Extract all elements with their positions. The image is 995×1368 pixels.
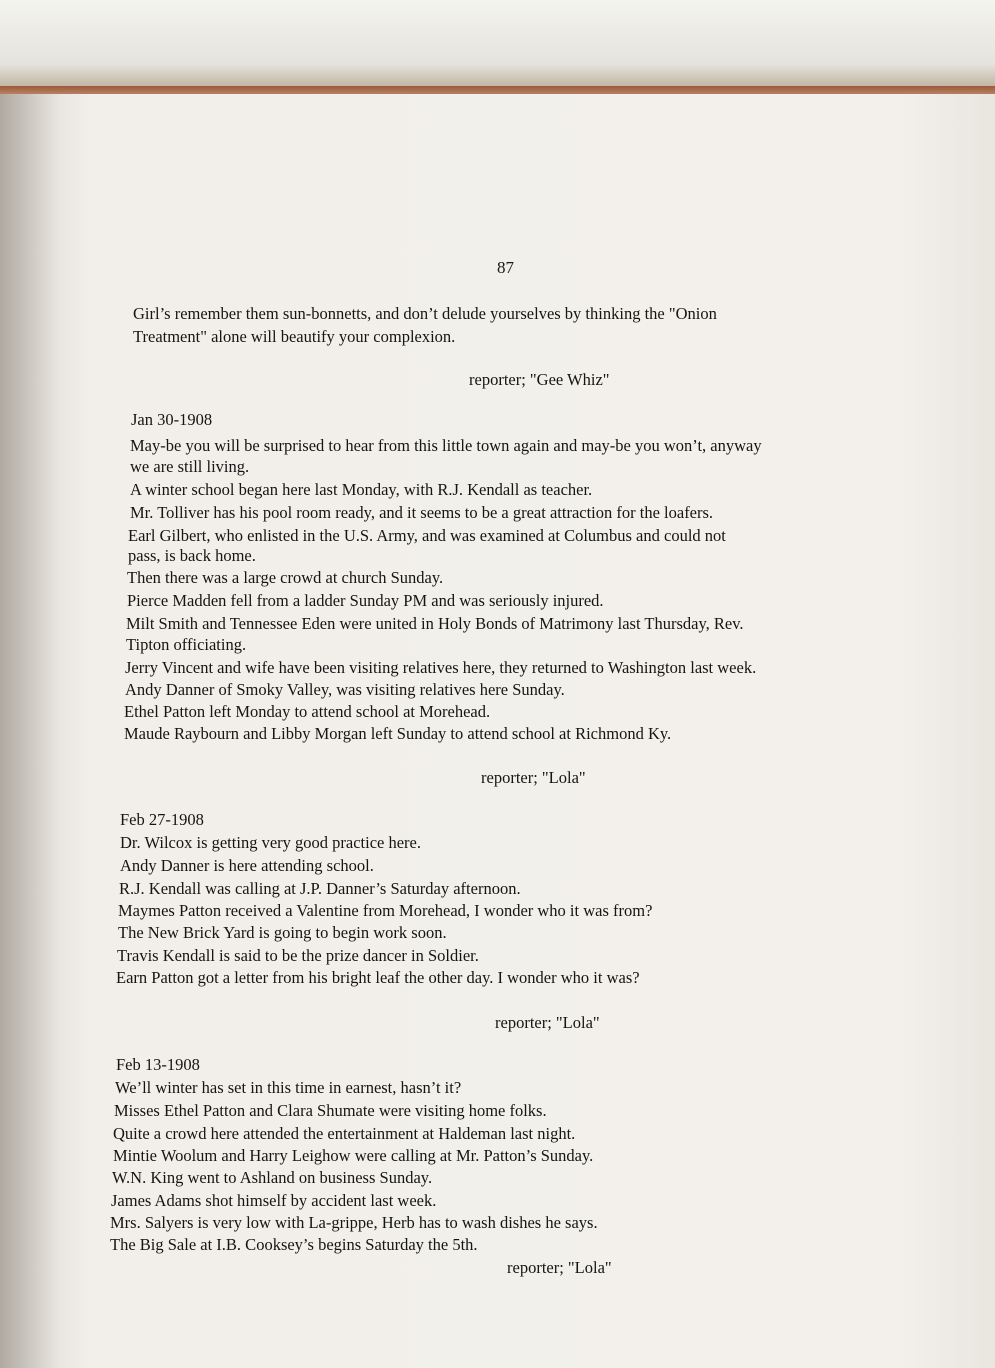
news-line: Ethel Patton left Monday to attend school at Morehead. bbox=[124, 702, 491, 721]
news-line: Earn Patton got a letter from his bright leaf the other day. I wonder who it was? bbox=[116, 968, 640, 987]
news-line: James Adams shot himself by accident last week. bbox=[111, 1191, 437, 1210]
news-line: R.J. Kendall was calling at J.P. Danner’s Saturday afternoon. bbox=[119, 879, 521, 898]
news-line: May-be you will be surprised to hear from this little town again and may-be you won’t, anyway bbox=[130, 436, 762, 455]
intro-line: Treatment" alone will beautify your complexion. bbox=[133, 327, 456, 346]
news-line: We’ll winter has set in this time in earnest, hasn’t it? bbox=[115, 1078, 462, 1097]
reporter-credit: reporter; "Lola" bbox=[507, 1258, 612, 1277]
news-line: Misses Ethel Patton and Clara Shumate were visiting home folks. bbox=[114, 1101, 547, 1120]
news-line: Jerry Vincent and wife have been visiting relatives here, they returned to Washington last week. bbox=[125, 658, 757, 677]
news-line: Andy Danner is here attending school. bbox=[120, 856, 374, 875]
news-line: Andy Danner of Smoky Valley, was visiting relatives here Sunday. bbox=[125, 680, 565, 699]
news-line: Dr. Wilcox is getting very good practice here. bbox=[120, 833, 421, 852]
reporter-credit: reporter; "Lola" bbox=[481, 768, 586, 787]
section-date: Jan 30-1908 bbox=[131, 410, 213, 429]
news-line: W.N. King went to Ashland on business Sunday. bbox=[112, 1168, 433, 1187]
news-line: Maude Raybourn and Libby Morgan left Sunday to attend school at Richmond Ky. bbox=[124, 724, 672, 743]
top-background bbox=[0, 0, 995, 92]
news-line: Maymes Patton received a Valentine from Morehead, I wonder who it was from? bbox=[118, 901, 653, 920]
news-line: Earl Gilbert, who enlisted in the U.S. Army, and was examined at Columbus and could not bbox=[128, 526, 726, 545]
news-line: Milt Smith and Tennessee Eden were united in Holy Bonds of Matrimony last Thursday, Rev. bbox=[126, 614, 744, 633]
news-line: Mr. Tolliver has his pool room ready, and it seems to be a great attraction for the loafers. bbox=[130, 503, 714, 522]
page-gutter-shadow bbox=[0, 94, 60, 1368]
news-line: The Big Sale at I.B. Cooksey’s begins Saturday the 5th. bbox=[110, 1235, 478, 1254]
section-date: Feb 13-1908 bbox=[116, 1055, 200, 1074]
news-line: Mintie Woolum and Harry Leighow were calling at Mr. Patton’s Sunday. bbox=[113, 1146, 594, 1165]
news-line: Then there was a large crowd at church Sunday. bbox=[127, 568, 444, 587]
reporter-credit: reporter; "Gee Whiz" bbox=[469, 370, 610, 389]
news-line: A winter school began here last Monday, with R.J. Kendall as teacher. bbox=[130, 480, 593, 499]
news-line: The New Brick Yard is going to begin work soon. bbox=[118, 923, 447, 942]
news-line: Pierce Madden fell from a ladder Sunday PM and was seriously injured. bbox=[127, 591, 604, 610]
page-number: 87 bbox=[497, 258, 514, 277]
news-line: we are still living. bbox=[130, 457, 250, 476]
news-line: Quite a crowd here attended the entertainment at Haldeman last night. bbox=[113, 1124, 576, 1143]
news-line: Travis Kendall is said to be the prize dancer in Soldier. bbox=[117, 946, 479, 965]
reporter-credit: reporter; "Lola" bbox=[495, 1013, 600, 1032]
section-date: Feb 27-1908 bbox=[120, 810, 204, 829]
intro-line: Girl’s remember them sun-bonnetts, and don’t delude yourselves by thinking the "Onion bbox=[133, 304, 717, 323]
news-line: Mrs. Salyers is very low with La-grippe, Herb has to wash dishes he says. bbox=[110, 1213, 598, 1232]
news-line: pass, is back home. bbox=[128, 546, 256, 565]
news-line: Tipton officiating. bbox=[126, 635, 247, 654]
